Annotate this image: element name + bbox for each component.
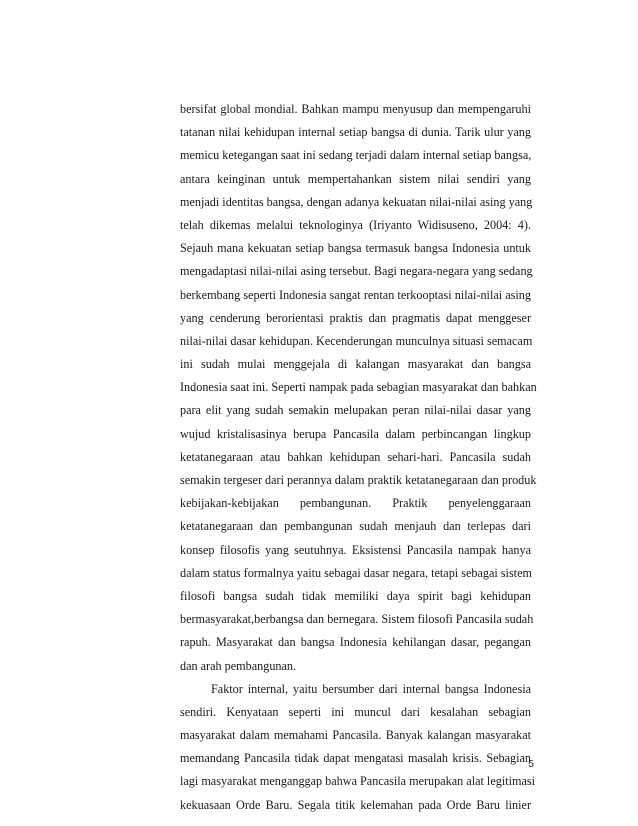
text-line: masyarakat dalam memahami Pancasila. Banyak kalangan masyarakat — [180, 728, 531, 743]
text-line: Faktor internal, yaitu bersumber dari internal bangsa Indonesia — [211, 681, 531, 696]
text-line: menjadi identitas bangsa, dengan adanya kekuatan nilai-nilai asing yang — [180, 194, 533, 209]
text-line: filosofi bangsa sudah tidak memiliki daya spirit bagi kehidupan — [180, 588, 531, 603]
text-line: yang cenderung berorientasi praktis dan pragmatis dapat menggeser — [180, 310, 531, 325]
paragraph — [180, 678, 535, 817]
text-line: rapuh. Masyarakat dan bangsa Indonesia kehilangan dasar, pegangan — [180, 635, 531, 650]
text-line: dan arah pembangunan. — [180, 658, 297, 673]
text-line: wujud kristalisasinya berupa Pancasila dalam perbincangan lingkup — [180, 426, 531, 441]
paragraph — [180, 98, 537, 678]
text-line: bermasyarakat,berbangsa dan bernegara. Sistem filosofi Pancasila sudah — [180, 612, 534, 627]
text-line: kebijakan-kebijakan pembangunan. Praktik penyelenggaraan — [180, 496, 531, 511]
text-line: sendiri. Kenyataan seperti ini muncul dari kesalahan sebagian — [180, 704, 531, 719]
text-line: ketatanegaraan dan pembangunan sudah menjauh dan terlepas dari — [180, 519, 531, 534]
text-line: memandang Pancasila tidak dapat mengatasi masalah krisis. Sebagian — [180, 751, 531, 766]
body-text — [180, 98, 537, 817]
text-line: para elit yang sudah semakin melupakan peran nilai-nilai dasar yang — [180, 403, 531, 418]
text-line: ini sudah mulai menggejala di kalangan masyarakat dan bangsa — [180, 357, 531, 372]
text-line: semakin tergeser dari perannya dalam praktik ketatanegaraan dan produk — [180, 473, 537, 487]
text-line: memicu ketegangan saat ini sedang terjadi dalam internal setiap bangsa, — [180, 148, 532, 163]
text-line: dalam status formalnya yaitu sebagai dasar negara, tetapi sebagai sistem — [180, 565, 532, 580]
text-line: antara keinginan untuk mempertahankan sistem nilai sendiri yang — [180, 171, 531, 186]
page-number: 5 — [528, 758, 534, 770]
text-line: bersifat global mondial. Bahkan mampu menyusup dan mempengaruhi — [180, 102, 531, 116]
text-line: konsep filosofis yang seutuhnya. Eksistensi Pancasila nampak hanya — [180, 542, 531, 557]
text-line: lagi masyarakat menganggap bahwa Pancasila merupakan alat legitimasi — [180, 774, 535, 789]
text-line: berkembang seperti Indonesia sangat rentan terkooptasi nilai-nilai asing — [180, 287, 531, 302]
text-line: ketatanegaraan atau bahkan kehidupan sehari-hari. Pancasila sudah — [180, 449, 531, 464]
text-line: nilai-nilai dasar kehidupan. Kecenderungan munculnya situasi semacam — [180, 333, 533, 348]
text-line: tatanan nilai kehidupan internal setiap bangsa di dunia. Tarik ulur yang — [180, 125, 531, 140]
text-line: telah dikemas melalui teknologinya (Iriyanto Widisuseno, 2004: 4). — [180, 217, 531, 232]
text-line: mengadaptasi nilai-nilai asing tersebut. Bagi negara-negara yang sedang — [180, 264, 533, 279]
text-line: Sejauh mana kekuatan setiap bangsa termasuk bangsa Indonesia untuk — [180, 241, 531, 256]
text-line: kekuasaan Orde Baru. Segala titik kelemahan pada Orde Baru linier — [180, 797, 531, 812]
text-line: Indonesia saat ini. Seperti nampak pada sebagian masyarakat dan bahkan — [180, 380, 537, 395]
